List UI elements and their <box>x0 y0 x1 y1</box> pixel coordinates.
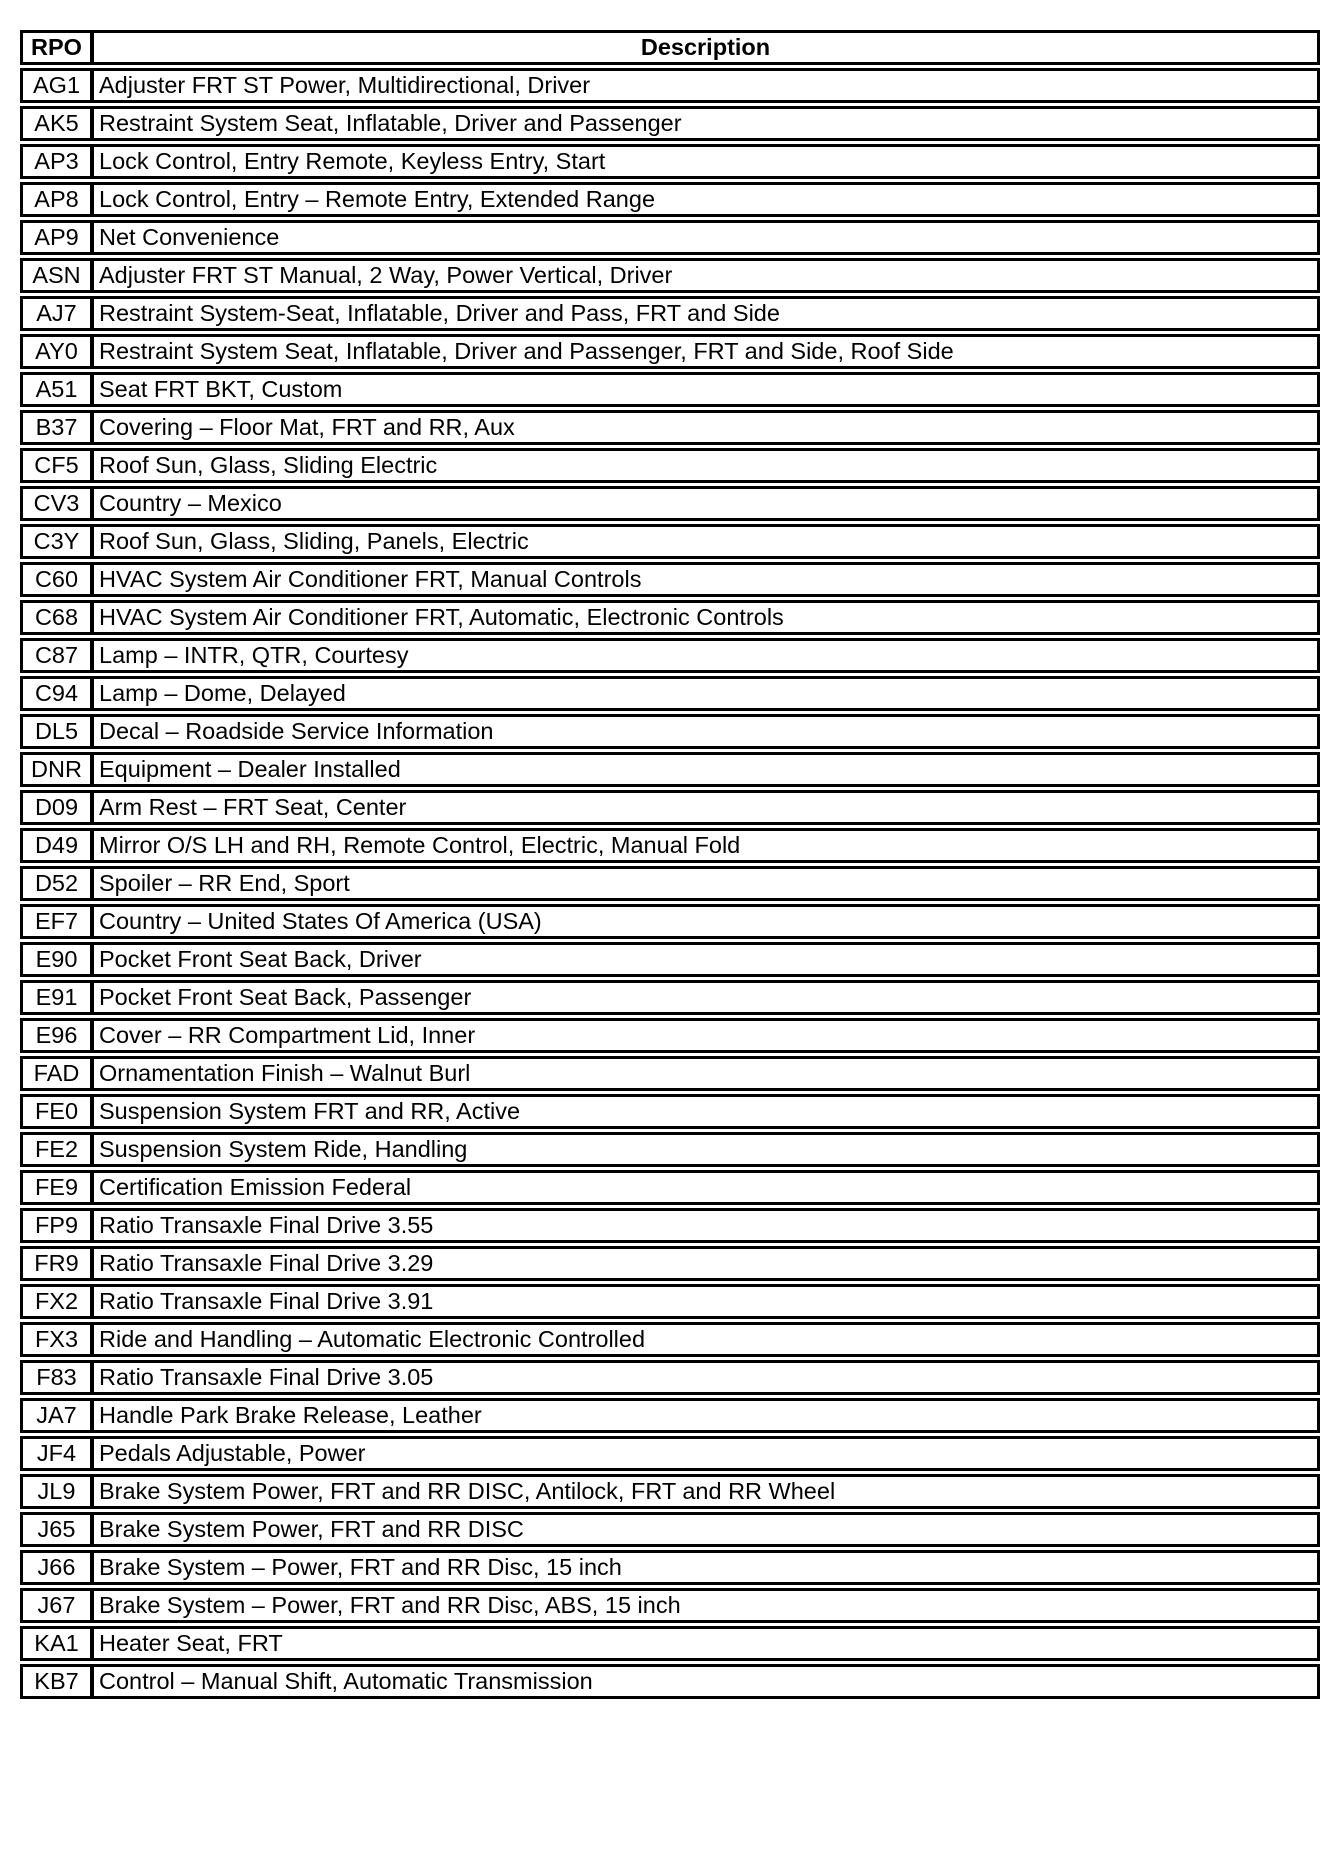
table-row <box>20 828 1320 863</box>
table-header-row <box>20 30 1320 65</box>
description-cell: Mirror O/S LH and RH, Remote Control, Electric, Manual Fold <box>92 828 1320 863</box>
rpo-code-cell: E96 <box>20 1018 92 1053</box>
description-cell: Decal – Roadside Service Information <box>92 714 1320 749</box>
table-row <box>20 1132 1320 1167</box>
table-row <box>20 866 1320 901</box>
description-cell: Ratio Transaxle Final Drive 3.29 <box>92 1246 1320 1281</box>
description-cell: Restraint System-Seat, Inflatable, Driver and Pass, FRT and Side <box>92 296 1320 331</box>
rpo-code-cell: DNR <box>20 752 92 787</box>
rpo-code-cell: AK5 <box>20 106 92 141</box>
description-cell: Lamp – INTR, QTR, Courtesy <box>92 638 1320 673</box>
table-row <box>20 1436 1320 1471</box>
rpo-code-cell: C94 <box>20 676 92 711</box>
description-cell: Ornamentation Finish – Walnut Burl <box>92 1056 1320 1091</box>
table-body <box>20 68 1320 1699</box>
rpo-code-cell: D49 <box>20 828 92 863</box>
rpo-code-cell: JA7 <box>20 1398 92 1433</box>
description-cell: Ride and Handling – Automatic Electronic Controlled <box>92 1322 1320 1357</box>
rpo-code-cell: FE0 <box>20 1094 92 1129</box>
description-cell: Lamp – Dome, Delayed <box>92 676 1320 711</box>
rpo-code-cell: J67 <box>20 1588 92 1623</box>
rpo-table <box>20 27 1320 1702</box>
table-row <box>20 410 1320 445</box>
description-cell: Adjuster FRT ST Power, Multidirectional, Driver <box>92 68 1320 103</box>
table-row <box>20 1170 1320 1205</box>
rpo-code-cell: FR9 <box>20 1246 92 1281</box>
rpo-code-cell: FAD <box>20 1056 92 1091</box>
rpo-code-cell: F83 <box>20 1360 92 1395</box>
rpo-code-cell: D09 <box>20 790 92 825</box>
rpo-code-cell: C87 <box>20 638 92 673</box>
description-cell: Certification Emission Federal <box>92 1170 1320 1205</box>
description-cell: Cover – RR Compartment Lid, Inner <box>92 1018 1320 1053</box>
description-cell: Brake System – Power, FRT and RR Disc, 15 inch <box>92 1550 1320 1585</box>
description-cell: Suspension System FRT and RR, Active <box>92 1094 1320 1129</box>
table-row <box>20 448 1320 483</box>
table-row <box>20 1322 1320 1357</box>
description-cell: Seat FRT BKT, Custom <box>92 372 1320 407</box>
table-row <box>20 524 1320 559</box>
description-cell: Handle Park Brake Release, Leather <box>92 1398 1320 1433</box>
rpo-code-cell: AP8 <box>20 182 92 217</box>
description-cell: Heater Seat, FRT <box>92 1626 1320 1661</box>
rpo-code-cell: AP9 <box>20 220 92 255</box>
table-row <box>20 980 1320 1015</box>
description-cell: Roof Sun, Glass, Sliding Electric <box>92 448 1320 483</box>
table-row <box>20 1284 1320 1319</box>
table-row <box>20 714 1320 749</box>
rpo-code-cell: DL5 <box>20 714 92 749</box>
table-row <box>20 144 1320 179</box>
description-cell: HVAC System Air Conditioner FRT, Automatic, Electronic Controls <box>92 600 1320 635</box>
description-cell: Ratio Transaxle Final Drive 3.55 <box>92 1208 1320 1243</box>
table-row <box>20 942 1320 977</box>
rpo-code-cell: D52 <box>20 866 92 901</box>
description-cell: Pocket Front Seat Back, Driver <box>92 942 1320 977</box>
description-cell: Brake System Power, FRT and RR DISC <box>92 1512 1320 1547</box>
table-row <box>20 1360 1320 1395</box>
description-cell: Lock Control, Entry – Remote Entry, Extended Range <box>92 182 1320 217</box>
table-row <box>20 1018 1320 1053</box>
table-row <box>20 182 1320 217</box>
table-row <box>20 68 1320 103</box>
description-cell: Arm Rest – FRT Seat, Center <box>92 790 1320 825</box>
description-cell: Brake System – Power, FRT and RR Disc, ABS, 15 inch <box>92 1588 1320 1623</box>
rpo-code-cell: FE9 <box>20 1170 92 1205</box>
table-row <box>20 1398 1320 1433</box>
rpo-code-cell: JL9 <box>20 1474 92 1509</box>
rpo-code-cell: A51 <box>20 372 92 407</box>
table-row <box>20 1246 1320 1281</box>
rpo-code-cell: B37 <box>20 410 92 445</box>
rpo-code-cell: J66 <box>20 1550 92 1585</box>
table-row <box>20 372 1320 407</box>
rpo-code-cell: FX3 <box>20 1322 92 1357</box>
rpo-code-cell: FP9 <box>20 1208 92 1243</box>
description-cell: Control – Manual Shift, Automatic Transmission <box>92 1664 1320 1699</box>
rpo-code-cell: E90 <box>20 942 92 977</box>
rpo-code-cell: C60 <box>20 562 92 597</box>
table-row <box>20 258 1320 293</box>
table-row <box>20 1626 1320 1661</box>
rpo-code-cell: CF5 <box>20 448 92 483</box>
rpo-code-cell: ASN <box>20 258 92 293</box>
table-row <box>20 790 1320 825</box>
table-row <box>20 1094 1320 1129</box>
table-row <box>20 486 1320 521</box>
description-cell: Country – United States Of America (USA) <box>92 904 1320 939</box>
rpo-code-cell: KB7 <box>20 1664 92 1699</box>
description-cell: Covering – Floor Mat, FRT and RR, Aux <box>92 410 1320 445</box>
rpo-code-cell: AY0 <box>20 334 92 369</box>
description-cell: HVAC System Air Conditioner FRT, Manual Controls <box>92 562 1320 597</box>
table-row <box>20 600 1320 635</box>
description-cell: Spoiler – RR End, Sport <box>92 866 1320 901</box>
table-row <box>20 638 1320 673</box>
rpo-code-cell: AG1 <box>20 68 92 103</box>
table-row <box>20 296 1320 331</box>
description-cell: Brake System Power, FRT and RR DISC, Antilock, FRT and RR Wheel <box>92 1474 1320 1509</box>
table-row <box>20 220 1320 255</box>
table-row <box>20 1550 1320 1585</box>
description-cell: Restraint System Seat, Inflatable, Driver and Passenger, FRT and Side, Roof Side <box>92 334 1320 369</box>
table-row <box>20 1664 1320 1699</box>
rpo-code-cell: E91 <box>20 980 92 1015</box>
table-row <box>20 1474 1320 1509</box>
table-row <box>20 752 1320 787</box>
table-row <box>20 1208 1320 1243</box>
description-cell: Equipment – Dealer Installed <box>92 752 1320 787</box>
rpo-code-cell: C68 <box>20 600 92 635</box>
rpo-code-cell: J65 <box>20 1512 92 1547</box>
description-cell: Pedals Adjustable, Power <box>92 1436 1320 1471</box>
rpo-code-cell: JF4 <box>20 1436 92 1471</box>
description-cell: Country – Mexico <box>92 486 1320 521</box>
table-row <box>20 1512 1320 1547</box>
description-cell: Suspension System Ride, Handling <box>92 1132 1320 1167</box>
rpo-code-cell: KA1 <box>20 1626 92 1661</box>
table-row <box>20 106 1320 141</box>
description-cell: Restraint System Seat, Inflatable, Driver and Passenger <box>92 106 1320 141</box>
table-row <box>20 676 1320 711</box>
table-row <box>20 1588 1320 1623</box>
description-cell: Ratio Transaxle Final Drive 3.91 <box>92 1284 1320 1319</box>
description-cell: Adjuster FRT ST Manual, 2 Way, Power Vertical, Driver <box>92 258 1320 293</box>
rpo-code-cell: AJ7 <box>20 296 92 331</box>
rpo-code-cell: C3Y <box>20 524 92 559</box>
table-row <box>20 562 1320 597</box>
description-cell: Roof Sun, Glass, Sliding, Panels, Electric <box>92 524 1320 559</box>
table-row <box>20 1056 1320 1091</box>
rpo-code-cell: FX2 <box>20 1284 92 1319</box>
table-row <box>20 334 1320 369</box>
rpo-code-cell: CV3 <box>20 486 92 521</box>
rpo-code-cell: FE2 <box>20 1132 92 1167</box>
description-cell: Lock Control, Entry Remote, Keyless Entry, Start <box>92 144 1320 179</box>
column-header-rpo: RPO <box>20 30 92 65</box>
column-header-description: Description <box>92 30 1320 65</box>
description-cell: Net Convenience <box>92 220 1320 255</box>
table-row <box>20 904 1320 939</box>
rpo-code-cell: AP3 <box>20 144 92 179</box>
description-cell: Ratio Transaxle Final Drive 3.05 <box>92 1360 1320 1395</box>
description-cell: Pocket Front Seat Back, Passenger <box>92 980 1320 1015</box>
rpo-code-cell: EF7 <box>20 904 92 939</box>
